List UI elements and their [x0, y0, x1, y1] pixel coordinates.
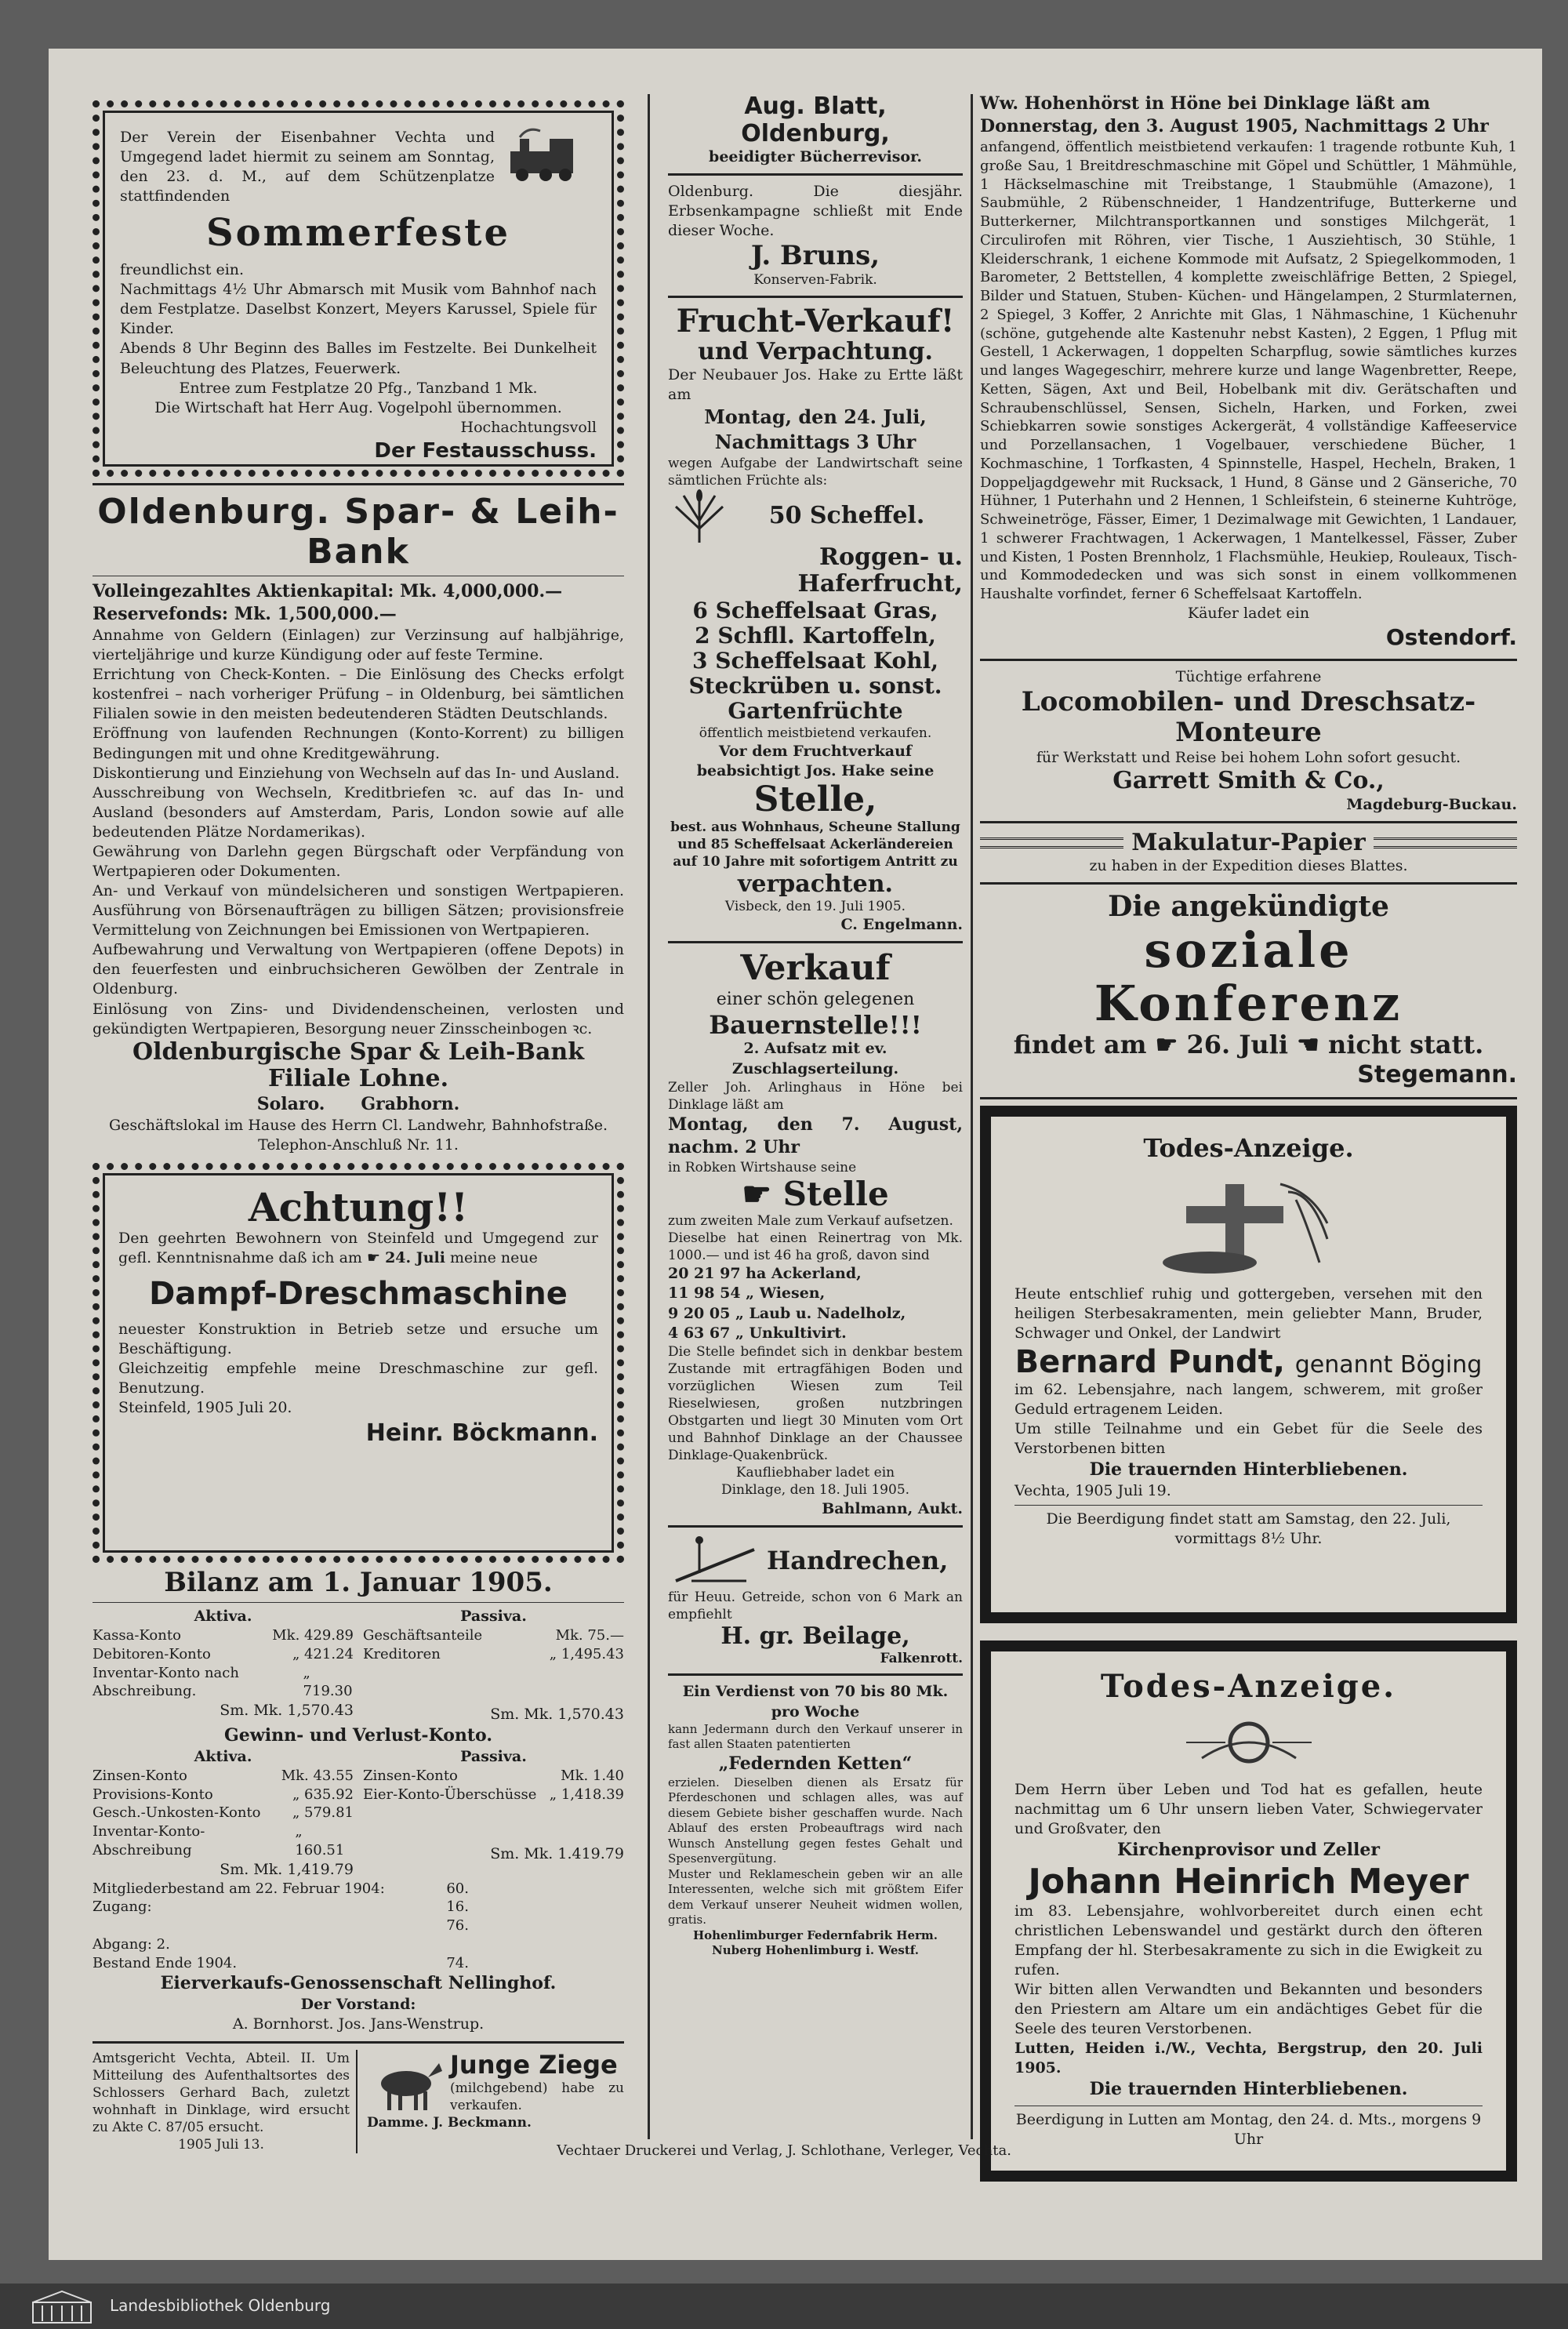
- todes1-text: Um stille Teilnahme und ein Gebet für die Seele des Verstorbenen bitten: [1014, 1419, 1483, 1457]
- frucht-text: Der Neubauer Jos. Hake zu Ertte läßt am: [668, 366, 963, 404]
- monteure-lead: Tüchtige erfahrene: [1175, 667, 1322, 685]
- bank-service: Annahme von Geldern (Einlagen) zur Verzinsung auf halbjährige, vierteljährige und kurze Kündigung oder auf feste Termine.: [93, 627, 624, 664]
- member-row: Abgang: 2.: [93, 1935, 170, 1953]
- bilanz-row: Geschäftsanteile Mk. 75.—: [363, 1627, 624, 1644]
- frucht-title: Frucht-Verkauf!: [676, 302, 955, 340]
- todes1-name-line: [1014, 1344, 1483, 1380]
- todes2-place: Lutten, Heiden i./W., Vechta, Bergstrup, den 20. Juli 1905.: [1014, 2040, 1483, 2077]
- column-rule: [971, 94, 973, 2139]
- bilanz-title: Bilanz am 1. Januar 1905.: [164, 1566, 553, 1598]
- auction-invite: Käufer ladet ein: [1187, 604, 1310, 622]
- blatt-name: Aug. Blatt, Oldenburg,: [741, 93, 890, 147]
- frucht-item: 50 Scheffel.: [768, 502, 925, 530]
- verkauf-area: 4 63 67 „ Unkultivirt.: [668, 1324, 847, 1342]
- death-notice-meyer: [980, 1640, 1517, 2182]
- verein-line: Abends 8 Uhr Beginn des Balles im Festzelte. Bei Dunkelheit Beleuchtung des Platzes, Feuerwerk.: [120, 340, 597, 377]
- konferenz-signature: Stegemann.: [1357, 1060, 1517, 1088]
- verkauf-signature: Bahlmann, Aukt.: [822, 1499, 963, 1517]
- achtung-place: Steinfeld, 1905 Juli 20.: [118, 1399, 292, 1417]
- frucht-item: 6 Scheffelsaat Gras,: [692, 597, 938, 623]
- aktiva-heading: Aktiva.: [194, 1747, 252, 1765]
- todes1-title: Todes-Anzeige.: [1143, 1132, 1354, 1163]
- bilanz-row: Debitoren-Konto „ 421.24: [93, 1645, 354, 1662]
- konferenz-title: soziale Konferenz: [1094, 921, 1403, 1032]
- konferenz-date: findet am ☛ 26. Juli ☚ nicht statt.: [1013, 1030, 1484, 1060]
- todes2-title: Todes-Anzeige.: [1100, 1667, 1397, 1705]
- goat-icon: [367, 2051, 445, 2113]
- aktiva-heading: Aktiva.: [194, 1607, 252, 1625]
- achtung-text: Den geehrten Bewohnern von Steinfeld und Umgegend zur gefl. Kenntnisnahme daß ich am ☛ 24. Juli meine neue: [118, 1229, 598, 1266]
- frucht-text: Vor dem Fruchtverkauf beabsichtigt Jos. Hake seine: [696, 742, 935, 779]
- gv-row: Zinsen-Konto Mk. 1.40: [363, 1767, 624, 1784]
- bank-branch-name: Filiale Lohne.: [267, 1065, 449, 1093]
- verkauf-title: Verkauf: [740, 948, 891, 989]
- verein-line: Die Wirtschaft hat Herr Aug. Vogelpohl übernommen.: [154, 398, 562, 416]
- bank-service: Gewährung von Darlehn gegen Bürgschaft oder Verpfändung von Wertpapieren oder Dokumenten.: [93, 842, 624, 880]
- library-logo-icon: [31, 2290, 93, 2324]
- blatt-role: beeidigter Bücherrevisor.: [709, 148, 922, 165]
- auction-text: anfangend, öffentlich meistbietend verkaufen: 1 tragende rotbunte Kuh, 1 große Sau, 1 Breitdreschmaschine mit Göpel und Schüttler, 1 Mähmühle, 1 Häckselmaschine mit Treibstange, 1 Staubmühle (Amazone), 1 Saubmühle, 2 Rübenschneider, 1 Handzentrifuge, Butterkerne und Butterkerner, Milchtransportkannen und sonstiges Milchgerät, 1 Circulirofen mit Röhren, vier Tische, 1 Ausziehtisch, 30 Stühle, 1 Kleiderschrank, 1 eichene Kommode mit Aufsatz, 2 Spiegelkommoden, 1 Barometer, 2 Bettstellen, 4 komplette zweischläfrige Betten, 2 Spiegel, Bilder und Statuen, Stuben- Küchen- und Hängelampen, 2 Sturmlaternen, 2 Spiegel, 3 Koffer, 2 Anrichte mit Glas, 1 Nähmaschine, 1 Küchenuhr (schöne, gutgehende alte Kastenuhr nebst Kasten), 2 Eggen, 1 Pflug mit Gestell, 1 Ackerwagen, 1 doppelten Scharpflug, sowie sämtliches kurzes und langes Wagegeschirr, mehrere kurze und lange Wagenbretter, Reepe, Ketten, Sägen, Axt und Beil, Hobelbank mit div. Gerätschaften und Schraubenschlüssel, Sensen, Sicheln, Harken, und Forken, zwei Schiebkarren sowie sonstiges Ackergerät, 4 vollständige Kaffeeservice und Porzellansachen, 1 Vogelbauer, verschiedene Bücher, 1 Kochmaschine, 1 Torfkasten, 4 Spinnstelle, Haspel, Hecheln, Braken, 1 Doppeljagdgewehr mit Rucksack, 1 Hund, 8 Gänse und 2 Gänseriche, 70 Hühner, 1 Puterhahn und 2 Hennen, 1 Schleifstein, 6 steinerne Kuhtröge, Schweinetröge, Fässer, Eimer, 1 Dezimalwage mit Gewichten, 1 Landauer, 1 schwerer Frachtwagen, 1 Ackerwagen, 1 Mantelkessel, Fässer, Zuber und Kisten, 1 Posten Brennholz, 1 Flachsmühle, Heukiep, Rouleaux, Tisch- und Kommodedecken und was sich sonst in einem vollkommenen Haushalte vorfindet, ferner 6 Scheffelsaat Kartoffeln.: [980, 139, 1517, 603]
- todes2-text: Wir bitten allen Verwandten und Bekannten und besonders den Priestern am Altare um ein andächtiges Gebet für die Seele des teuren Verstorbenen.: [1014, 1981, 1483, 2038]
- gv-title: Gewinn- und Verlust-Konto.: [224, 1724, 492, 1746]
- bank-capital: Volleingezahltes Aktienkapital: Mk. 4,000,000.—: [93, 581, 563, 601]
- verein-line: Entree zum Festplatze 20 Pfg., Tanzband 1 Mk.: [179, 379, 538, 397]
- gv-row: Gesch.-Unkosten-Konto „ 579.81: [93, 1804, 354, 1822]
- monteure-title: Locomobilen- und Dreschsatz-Monteure: [1021, 685, 1476, 749]
- frucht-item: Steckrüben u. sonst.: [688, 673, 942, 699]
- wreath-icon: [1171, 1711, 1327, 1774]
- verkauf-text: Dieselbe hat einen Reinertrag von Mk. 1000.— und ist 46 ha groß, davon sind: [668, 1230, 963, 1264]
- todes2-signature: Die trauernden Hinterbliebenen.: [1089, 2079, 1408, 2100]
- member-row: Bestand Ende 1904. 74.: [93, 1954, 469, 1971]
- frucht-text: öffentlich meistbietend verkaufen.: [699, 725, 932, 741]
- verkauf-text: Zeller Joh. Arlinghaus in Höne bei Dinklage läßt am: [668, 1079, 963, 1113]
- federn-signature: Hohenlimburger Federnfabrik Herm. Nuberg Hohenlimburg i. Westf.: [692, 1928, 938, 1958]
- achtung-title: Achtung!!: [248, 1183, 469, 1230]
- pointing-hand-icon: ☛: [742, 1174, 771, 1213]
- frucht-place: Visbeck, den 19. Juli 1905.: [724, 899, 906, 915]
- auction-date: Donnerstag, den 3. August 1905, Nachmittags 2 Uhr: [980, 116, 1489, 137]
- pointing-hand-icon: ☛: [366, 1248, 381, 1266]
- bilanz-sum: Sm. Mk. 1,570.43: [490, 1705, 624, 1723]
- konferenz-lead: Die angekündigte: [1108, 890, 1389, 924]
- handrechen-text: für Heuu. Getreide, schon von 6 Mark an empfiehlt: [668, 1589, 963, 1622]
- bank-service: Einlösung von Zins- und Dividendenscheinen, verlosten und gekündigten Wertpapieren, Besorgung neuer Zinsscheinbogen ꝛc.: [93, 1000, 624, 1037]
- member-row: Mitgliederbestand am 22. Februar 1904: 60.: [93, 1880, 469, 1897]
- monteure-firm: Garrett Smith & Co.,: [1112, 767, 1385, 795]
- wheat-sheaf-icon: [668, 489, 731, 544]
- verkauf-date: Montag, den 7. August, nachm. 2 Uhr: [668, 1114, 963, 1157]
- bank-service: Errichtung von Check-Konten. – Die Einlösung des Checks erfolgt kostenfrei – nach vorheriger Prüfung – in Oldenburg, bei sämtlichen Filialen sowie in den meisten bedeutenderen Städten Deutschlands.: [93, 666, 624, 723]
- amtsgericht-date: 1905 Juli 13.: [178, 2136, 264, 2153]
- passiva-heading: Passiva.: [460, 1747, 527, 1765]
- frucht-text: wegen Aufgabe der Landwirtschaft seine sämtlichen Früchte als:: [668, 455, 963, 489]
- frucht-verpachten: verpachten.: [737, 870, 894, 898]
- bank-service: An- und Verkauf von mündelsicheren und sonstigen Wertpapieren. Ausführung von Börsenaufträgen zu billigen Sätzen; provisionsfreie Vermittelung von Zeichnungen bei Emissionen von Wertpapieren.: [93, 882, 624, 939]
- makulatur-title: Makulatur-Papier: [1131, 828, 1366, 856]
- cross-wreath-icon: [1131, 1168, 1367, 1278]
- gv-row: Eier-Konto-Überschüsse „ 1,418.39: [363, 1786, 624, 1803]
- death-notice-pundt: [980, 1106, 1517, 1623]
- bruns-text: Oldenburg. Die diesjähr. Erbsenkampagne schließt mit Ende dieser Woche.: [668, 183, 963, 240]
- bank-service: Eröffnung von laufenden Rechnungen (Konto-Korrent) zu billigen Bedingungen mit und ohne Kreditgewährung.: [93, 725, 624, 762]
- rake-icon: [668, 1534, 762, 1589]
- federn-text: kann Jedermann durch den Verkauf unserer in fast allen Staaten patentierten: [668, 1721, 963, 1752]
- verkauf-text: Die Stelle befindet sich in denkbar bestem Zustande mit ertragfähigen Boden und vorzüglichen Wiesen zum Teil Rieselwiesen, großen nutzbringen Obstgarten und liegt 30 Minuten vom Ort und Bahnhof Dinklage an der Chaussee Dinklage-Quakenbrück.: [668, 1343, 963, 1464]
- bank-office: Geschäftslokal im Hause des Herrn Cl. Landwehr, Bahnhofstraße.: [108, 1116, 608, 1134]
- member-row: 76.: [446, 1917, 469, 1935]
- verein-line: Hochachtungsvoll: [460, 418, 597, 436]
- verkauf-area: 9 20 05 „ Laub u. Nadelholz,: [668, 1304, 906, 1322]
- verein-ad: [93, 100, 624, 477]
- column-middle: [668, 93, 963, 2139]
- todes2-role: Kirchenprovisor und Zeller: [1117, 1839, 1380, 1860]
- achtung-text: neuester Konstruktion in Betrieb setze und ersuche um Beschäftigung.: [118, 1321, 598, 1358]
- todes1-place: Vechta, 1905 Juli 19.: [1014, 1481, 1171, 1499]
- bank-service: Aufbewahrung und Verwaltung von Wertpapieren (offene Depots) in den feuerfesten und einbruchsicheren Gewölben der Zentrale in Oldenburg.: [93, 941, 624, 998]
- printer-imprint: Vechtaer Druckerei und Verlag, J. Schlothane, Verleger, Vechta.: [557, 2142, 1011, 2159]
- coop-board: Der Vorstand:: [300, 1996, 416, 2014]
- ziege-text: (milchgebend) habe zu verkaufen.: [450, 2080, 624, 2113]
- bank-phone: Telephon-Anschluß Nr. 11.: [258, 1135, 459, 1154]
- column-rule: [648, 94, 650, 2139]
- todes2-burial: Beerdigung in Lutten am Montag, den 24. d. Mts., morgens 9 Uhr: [1015, 2110, 1482, 2148]
- frucht-item: Gartenfrüchte: [728, 698, 903, 725]
- handrechen-title: Handrechen,: [767, 1546, 949, 1576]
- pointing-hand-icon: ☛: [1155, 1030, 1178, 1060]
- monteure-text: für Werkstatt und Reise bei hohem Lohn sofort gesucht.: [1036, 749, 1461, 767]
- bank-branch: Oldenburgische Spar & Leih-Bank: [132, 1037, 584, 1066]
- bilanz-row: Inventar-Konto nach Abschreibung. „ 719.30: [93, 1664, 353, 1700]
- library-bar: [0, 2284, 1568, 2329]
- amtsgericht-text: Amtsgericht Vechta, Abteil. II. Um Mitteilung des Aufenthaltsortes des Schlossers Gerhard Bach, zuletzt wohnhaft in Dinklage, wird ersucht zu Akte C. 87/05 ersucht.: [93, 2050, 350, 2135]
- verkauf-text: in Robken Wirtshause seine: [668, 1159, 857, 1175]
- bank-service: Diskontierung und Einziehung von Wechseln auf das In- und Ausland.: [93, 764, 620, 782]
- verkauf-sub: 2. Aufsatz mit ev. Zuschlagserteilung.: [731, 1040, 899, 1077]
- todes2-name: Johann Heinrich Meyer: [1028, 1861, 1469, 1902]
- column-right: [980, 93, 1517, 2148]
- bank-title: Oldenburg. Spar- & Leih-Bank: [97, 492, 619, 572]
- bank-reserve: Reservefonds: Mk. 1,500,000.—: [93, 604, 397, 625]
- federn-text: Muster und Reklameschein geben wir an alle Interessenten, welche sich mit größtem Eifer dem Verkauf unserer Neuheit widmen wollen, gratis.: [668, 1866, 963, 1928]
- todes2-text: Dem Herrn über Leben und Tod hat es gefallen, heute nachmittag um 6 Uhr unsern lieben Vater, Schwiegervater und Großvater, den: [1014, 1780, 1483, 1837]
- verkauf-stelle: ☛ Stelle: [742, 1174, 889, 1213]
- frucht-item: 3 Scheffelsaat Kohl,: [692, 648, 938, 674]
- todes1-burial: Die Beerdigung findet statt am Samstag, den 22. Juli, vormittags 8½ Uhr.: [1046, 1510, 1451, 1548]
- pointing-hand-icon: ☚: [1297, 1030, 1319, 1060]
- locomotive-icon: [503, 128, 597, 183]
- gv-row: Zinsen-Konto Mk. 43.55: [93, 1767, 354, 1784]
- achtung-machine: Dampf-Dreschmaschine: [149, 1276, 568, 1313]
- bruns-name: J. Bruns,: [750, 240, 880, 272]
- verkauf-text: einer schön gelegenen: [716, 989, 915, 1009]
- frucht-stelle: Stelle,: [753, 779, 877, 819]
- ziege-title: Junge Ziege: [450, 2049, 618, 2080]
- todes1-text: im 62. Lebensjahre, nach langem, schwerem, mit großer Geduld ertragenem Leiden.: [1014, 1380, 1483, 1418]
- gv-row: Inventar-Konto-Abschreibung „ 160.51: [93, 1823, 345, 1858]
- handrechen-name: H. gr. Beilage,: [720, 1622, 910, 1650]
- achtung-signature: Heinr. Böckmann.: [365, 1419, 598, 1448]
- frucht-date: Montag, den 24. Juli,: [704, 405, 927, 429]
- monteure-place: Magdeburg-Buckau.: [1346, 795, 1517, 813]
- frucht-signature: C. Engelmann.: [840, 916, 963, 934]
- frucht-sub: und Verpachtung.: [698, 337, 933, 365]
- verkauf-text: zum zweiten Male zum Verkauf aufsetzen.: [668, 1213, 953, 1230]
- verkauf-area: 11 98 54 „ Wiesen,: [668, 1284, 826, 1303]
- gv-row: Provisions-Konto „ 635.92: [93, 1786, 354, 1803]
- verkauf-place: Dinklage, den 18. Juli 1905.: [720, 1482, 910, 1499]
- bilanz-row: Kreditoren „ 1,495.43: [363, 1645, 624, 1662]
- bottom-ads: [93, 2050, 624, 2154]
- gv-sum: Sm. Mk. 1.419.79: [490, 1845, 624, 1863]
- verkauf-big: Bauernstelle!!!: [709, 1009, 922, 1040]
- gv-sum: Sm. Mk. 1,419.79: [220, 1860, 354, 1878]
- bank-service: Ausschreibung von Wechseln, Kreditbriefen ꝛc. auf das In- und Ausland (besonders auf Amsterdam, Paris, London sowie auf alle bedeutenden Plätze Nordamerikas).: [93, 783, 624, 841]
- bank-managers: Solaro. Grabhorn.: [256, 1093, 460, 1114]
- frucht-text: best. aus Wohnhaus, Scheune Stallung und 85 Scheffelsaat Ackerländereien auf 10 Jahre mit sofortigem Antritt zu: [670, 819, 960, 870]
- todes1-text: Heute entschlief ruhig und gottergeben, versehen mit den heiligen Sterbesakramenten, mein geliebter Mann, Bruder, Schwager und Onkel, der Landwirt: [1014, 1285, 1483, 1343]
- bilanz-row: Kassa-Konto Mk. 429.89: [93, 1627, 354, 1644]
- auction-signature: Ostendorf.: [1385, 623, 1517, 650]
- achtung-text: Gleichzeitig empfehle meine Dreschmaschine zur gefl. Benutzung.: [118, 1360, 598, 1397]
- makulatur-text: zu haben in der Expedition dieses Blattes.: [1089, 857, 1408, 875]
- frucht-item: Roggen- u.: [819, 543, 963, 571]
- federn-text: erzielen. Dieselben dienen als Ersatz für Pferdeschonen und schlagen alles, was auf diesem Gebiete bisher geschaffen wurde. Nach Ablauf des ersten Probeauftrags wird nach Wunsch Anstellung gegen festes Gehalt und Spesenvergütung.: [668, 1775, 963, 1866]
- gv-table: [93, 1747, 624, 1880]
- frucht-item: 2 Schfll. Kartoffeln,: [695, 622, 936, 649]
- column-left: [93, 100, 624, 2153]
- verkauf-area: 20 21 97 ha Ackerland,: [668, 1265, 862, 1283]
- federn-head: Ein Verdienst von 70 bis 80 Mk. pro Woche: [682, 1683, 949, 1720]
- verkauf-text: Kaufliebhaber ladet ein: [735, 1465, 895, 1481]
- coop-name: Eierverkaufs-Genossenschaft Nellinghof.: [160, 1973, 557, 1994]
- bruns-sub: Konserven-Fabrik.: [753, 272, 877, 289]
- auction-lead: Ww. Hohenhörst in Höne bei Dinklage läßt am: [980, 93, 1431, 114]
- todes1-alias: genannt Böging: [1294, 1350, 1483, 1379]
- verein-line: freundlichst ein.: [120, 261, 245, 279]
- member-count: [93, 1880, 469, 1973]
- bilanz-table: [93, 1607, 624, 1724]
- passiva-heading: Passiva.: [460, 1607, 527, 1625]
- library-name: Landesbibliothek Oldenburg: [110, 2296, 331, 2315]
- verein-intro: Der Verein der Eisenbahner Vechta und Umgegend ladet hiermit zu seinem am Sonntag, den 23. d. M., auf dem Schützenplatze stattfindenden: [120, 129, 495, 205]
- federn-name: „Federnden Ketten“: [718, 1753, 913, 1774]
- bilanz-sum: Sm. Mk. 1,570.43: [220, 1702, 354, 1720]
- member-row: Zugang: 16.: [93, 1898, 469, 1916]
- handrechen-place: Falkenrott.: [880, 1651, 963, 1667]
- todes2-text: im 83. Lebensjahre, wohlvorbereitet durch einen echt christlichen Lebenswandel und gestärkt durch den öfteren Empfang der hl. Sterbesakramente zu sich in die Ewigkeit zu rufen.: [1014, 1902, 1483, 1978]
- todes1-signature: Die trauernden Hinterbliebenen.: [1089, 1459, 1408, 1480]
- verein-line: Nachmittags 4½ Uhr Abmarsch mit Musik vom Bahnhof nach dem Festplatze. Daselbst Konzert, Meyers Karussel, Spiele für Kinder.: [120, 281, 597, 338]
- verein-title: Sommerfeste: [205, 211, 510, 256]
- frucht-time: Nachmittags 3 Uhr: [714, 430, 916, 453]
- achtung-ad: [93, 1163, 624, 1563]
- verein-signature: Der Festausschuss.: [374, 438, 597, 463]
- ziege-signature: Damme. J. Beckmann.: [367, 2114, 532, 2131]
- todes1-name: Bernard Pundt,: [1014, 1343, 1285, 1380]
- frucht-item: Haferfrucht,: [797, 570, 963, 598]
- coop-board-names: A. Bornhorst. Jos. Jans-Wenstrup.: [232, 2015, 485, 2033]
